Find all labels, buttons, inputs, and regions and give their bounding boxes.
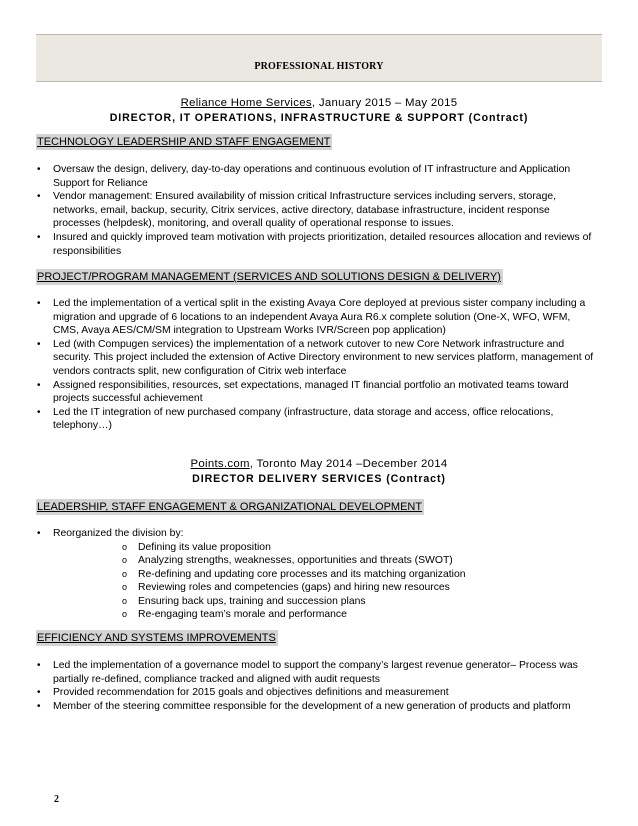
circle-bullet-icon: o	[122, 609, 128, 620]
bullet-icon: •	[37, 191, 41, 203]
bullet-icon: •	[37, 687, 41, 699]
sub-bullet-list	[36, 541, 596, 621]
bullet-icon: •	[37, 379, 41, 391]
sub-list-item: o Re-defining and updating core processes and its matching organization	[122, 568, 466, 580]
bullet-icon: •	[37, 338, 41, 350]
section-title: PROFESSIONAL HISTORY	[254, 61, 384, 72]
list-item: • Provided recommendation for 2015 goals and objectives definitions and measurement	[37, 687, 449, 699]
list-item: • Led the implementation of a governance model to support the company’s largest revenue generator– Process was partially re-defined, compliance tracked and aligned with audit requests	[37, 660, 578, 685]
page-number: 2	[54, 794, 59, 805]
job-role: DIRECTOR DELIVERY SERVICES (Contract)	[192, 473, 446, 485]
circle-bullet-icon: o	[122, 542, 128, 552]
list-item: • Led the IT integration of new purchased company (infrastructure, data storage and access, office relocations, telephony…)	[37, 406, 554, 432]
section-heading: PROJECT/PROGRAM MANAGEMENT (SERVICES AND SOLUTIONS DESIGN & DELIVERY)	[37, 271, 501, 283]
list-item: • Led (with Compugen services) the implementation of a network cutover to new Core Network infrastructure and security. This project included the extension of Active Directory environment to new services platform, management of vendors contracts split, new configuration of Citrix web interface	[37, 338, 594, 377]
list-item: • Member of the steering committee responsible for the development of a new generation of products and platform	[37, 700, 571, 712]
sub-list-item: o Defining its value proposition	[122, 542, 271, 553]
circle-bullet-icon: o	[122, 555, 128, 566]
circle-bullet-icon: o	[122, 595, 128, 606]
bullet-icon: •	[37, 406, 41, 418]
section-heading: EFFICIENCY AND SYSTEMS IMPROVEMENTS	[37, 632, 276, 644]
bullet-list	[36, 659, 596, 713]
list-item: • Assigned responsibilities, resources, set expectations, managed IT financial portfolio an motivated teams toward projects successful achievement	[37, 379, 569, 405]
circle-bullet-icon: o	[122, 568, 128, 579]
job-company-line	[36, 97, 602, 109]
sub-list-container	[36, 541, 596, 621]
sub-list-item: o Analyzing strengths, weaknesses, opportunities and threats (SWOT)	[122, 555, 453, 567]
bullet-icon: •	[37, 700, 41, 712]
bullet-list	[36, 163, 596, 258]
sub-list-item: o Ensuring back ups, training and succession plans	[122, 595, 366, 607]
list-item: • Oversaw the design, delivery, day-to-day operations and continuous evolution of IT infrastructure and Application Support for Reliance	[37, 164, 571, 189]
list-item: • Insured and quickly improved team motivation with projects prioritization, detailed resources allocation and reviews of responsibilities	[37, 231, 592, 257]
job-dates: , January 2015 – May 2015	[311, 97, 458, 109]
section-heading: LEADERSHIP, STAFF ENGAGEMENT & ORGANIZATIONAL DEVELOPMENT	[37, 501, 423, 513]
company-name: Reliance Home Services	[180, 97, 312, 109]
professional-history-band	[36, 34, 602, 82]
section-heading: TECHNOLOGY LEADERSHIP AND STAFF ENGAGEMENT	[37, 136, 331, 148]
bullet-icon: •	[37, 231, 41, 243]
bullet-list	[36, 297, 596, 433]
job-dates: , Toronto May 2014 –December 2014	[249, 458, 448, 470]
bullet-icon: •	[37, 660, 41, 671]
bullet-icon: •	[37, 298, 41, 309]
bullet-list	[36, 527, 596, 541]
list-item: • Reorganized the division by:	[37, 528, 184, 539]
sub-list-item: o Re-engaging team’s morale and performance	[122, 609, 347, 621]
sub-list-item: o Reviewing roles and competencies (gaps) and hiring new resources	[122, 582, 450, 594]
job-company-line	[36, 458, 602, 470]
circle-bullet-icon: o	[122, 582, 128, 593]
company-name: Points.com	[190, 458, 250, 470]
bullet-icon: •	[37, 164, 41, 175]
list-item: • Vendor management: Ensured availability of mission critical Infrastructure services including servers, storage, networks, email, backup, security, Citrix services, active directory, database infrastructure, incident response processes (helpdesk), monitoring, and overall quality of operational response to issues.	[37, 191, 557, 230]
job-role: DIRECTOR, IT OPERATIONS, INFRASTRUCTURE & SUPPORT (Contract)	[109, 112, 529, 124]
list-item: • Led the implementation of a vertical split in the existing Avaya Core deployed at previous sister company including a migration and upgrade of 6 locations to an independent Avaya Aura R6.x complete solution (One-X, WFO, WFM, CMS, Avaya AES/CM/SM integration to Upstream Works IVR/Screen pop application)	[37, 298, 586, 337]
bullet-icon: •	[37, 528, 41, 539]
